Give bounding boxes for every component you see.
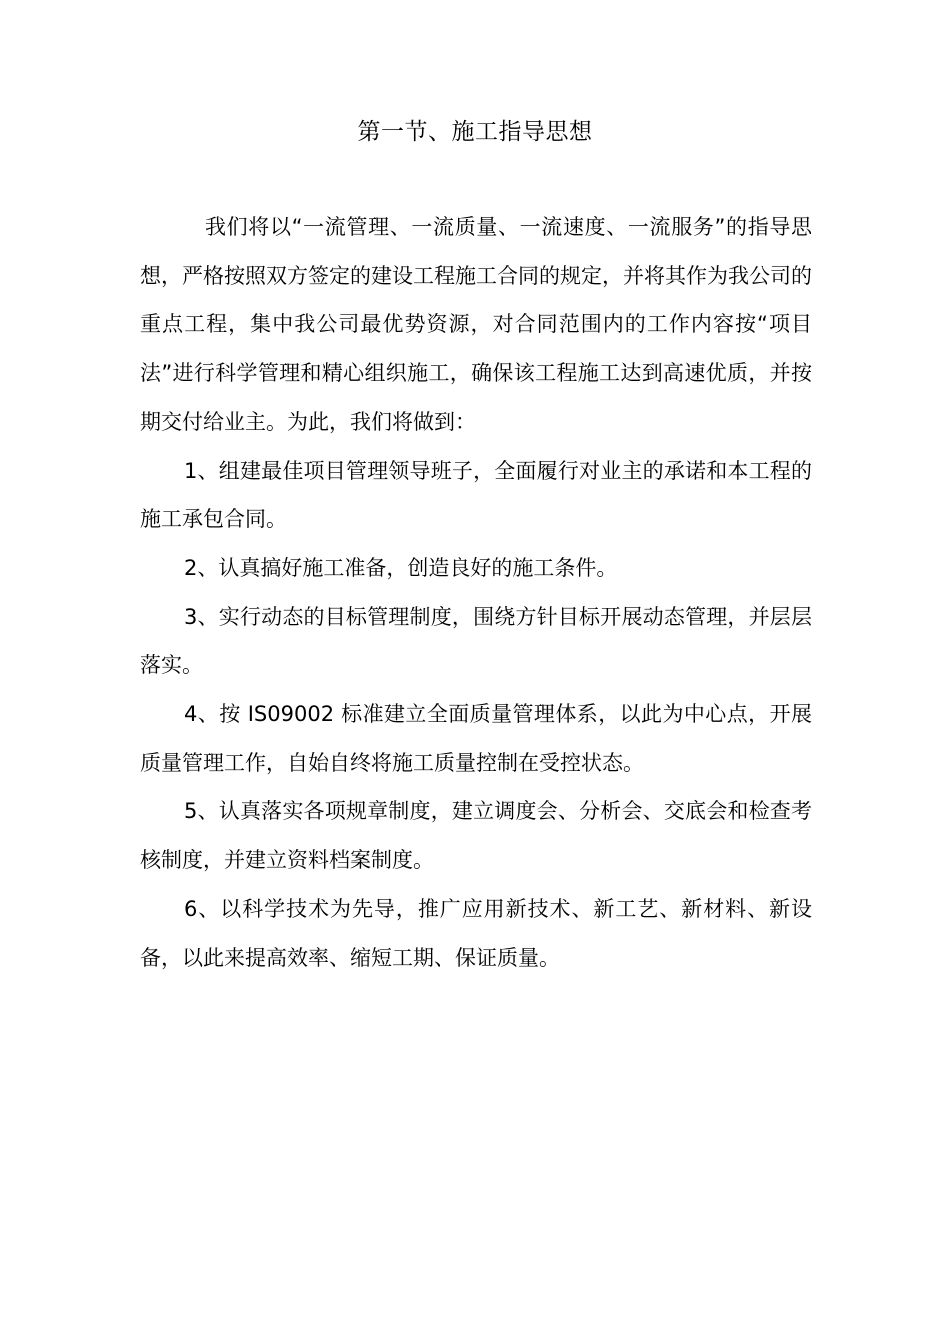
document-body xyxy=(140,203,812,982)
list-item: 2、认真搞好施工准备，创造良好的施工条件。 xyxy=(184,555,618,580)
list-item: 4、按 IS09002 标准建立全面质量管理体系，以此为中心点，开展质量管理工作，自始自终将施工质量控制在受控状态。 xyxy=(140,702,812,775)
list-item: 1、组建最佳项目管理领导班子，全面履行对业主的承诺和本工程的施工承包合同。 xyxy=(140,458,812,532)
list-item: 5、认真落实各项规章制度，建立调度会、分析会、交底会和检查考核制度，并建立资料档案制度。 xyxy=(140,799,812,873)
intro-paragraph: 我们将以“一流管理、一流质量、一流速度、一流服务”的指导思想，严格按照双方签定的建设工程施工合同的规定，并将其作为我公司的重点工程，集中我公司最优势资源，对合同范围内的工作内容按“项目法”进行科学管理和精心组织施工，确保该工程施工达到高速优质，并按期交付给业主。为此，我们将做到： xyxy=(140,215,812,434)
list-item: 6、以科学技术为先导，推广应用新技术、新工艺、新材料、新设备，以此来提高效率、缩短工期、保证质量。 xyxy=(140,896,812,970)
list-item: 3、实行动态的目标管理制度，围绕方针目标开展动态管理，并层层落实。 xyxy=(140,604,812,678)
section-title: 第一节、施工指导思想 xyxy=(357,119,593,145)
